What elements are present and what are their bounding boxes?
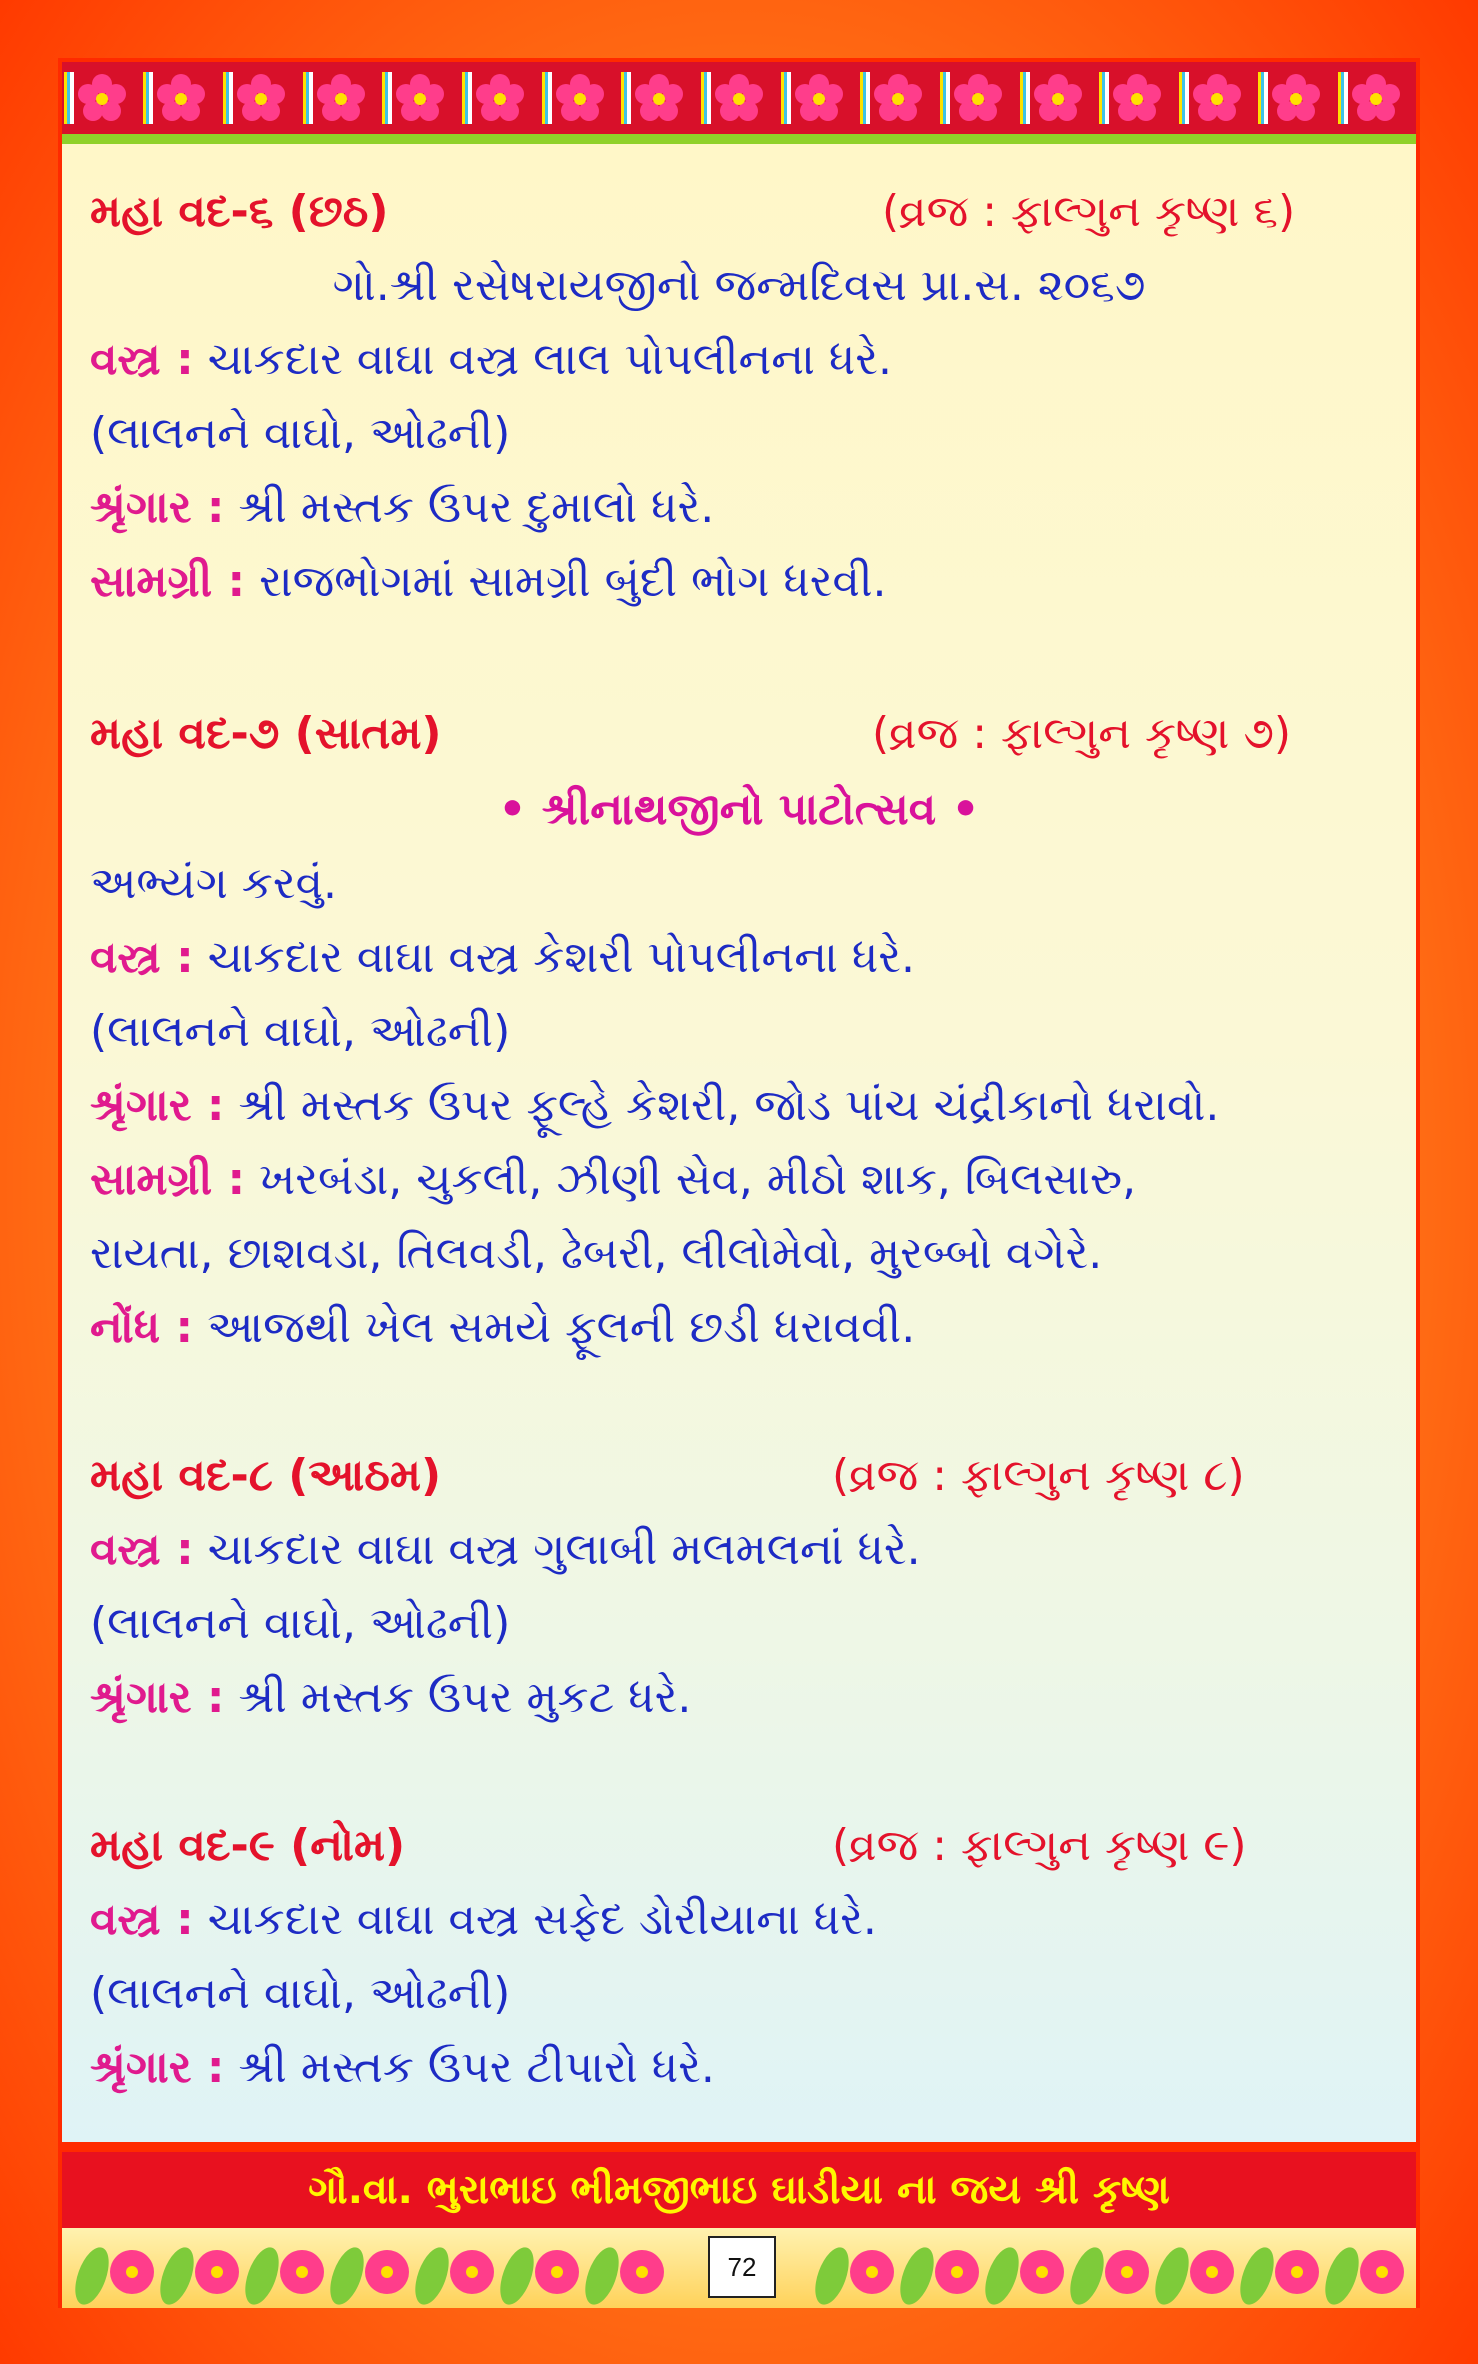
flower-icon [311, 68, 371, 128]
vastra-label: વસ્ત્ર : [90, 334, 194, 385]
top-flower-border [62, 62, 1416, 144]
shringar-line [90, 478, 714, 538]
vastra-text: ચાકદાર વાઘા વસ્ત્ર લાલ પોપલીનના ધરે. [207, 334, 892, 385]
shringar-text: શ્રી મસ્તક ઉપર દુમાલો ધરે. [238, 482, 715, 533]
flower-icon [1187, 68, 1247, 128]
samagri-text: રાજભોગમાં સામગ્રી બુંદી ભોગ ધરવી. [259, 556, 887, 607]
flower-icon [629, 68, 689, 128]
flower-icon [72, 68, 132, 128]
flower-icon [1266, 68, 1326, 128]
vastra-line [90, 928, 915, 988]
samagri-line [90, 1150, 1136, 1210]
section-heading: મહા વદ-૮ (આઠમ) [90, 1450, 442, 1501]
flower-icon [390, 68, 450, 128]
flower-icon [868, 68, 928, 128]
shringar-label: શ્રૃંગાર : [90, 1672, 225, 1723]
vastra-label: વસ્ત્ર : [90, 932, 194, 983]
vastra-label: વસ્ત્ર : [90, 1524, 194, 1575]
flower-icon [1028, 68, 1088, 128]
shringar-label: શ્રૃંગાર : [90, 482, 225, 533]
page-number: 72 [708, 2236, 776, 2298]
shringar-label: શ્રૃંગાર : [90, 1080, 225, 1131]
samagri-line-2: રાયતા, છાશવડા, તિલવડી, ઢેબરી, લીલોમેવો, મુરબ્બો વગેરે. [90, 1228, 1103, 1279]
samagri-line [90, 552, 887, 612]
vastra-text: ચાકદાર વાઘા વસ્ત્ર ગુલાબી મલમલનાં ધરે. [207, 1524, 921, 1575]
vraj-date: (વ્રજ : ફાલ્ગુન કૃષ્ણ ૮) [832, 1450, 1245, 1501]
flower-icon [948, 68, 1008, 128]
vastra-line [90, 330, 892, 390]
shringar-text: શ્રી મસ્તક ઉપર ફૂલ્હે કેશરી, જોડ પાંચ ચંદ્રીકાનો ધરાવો. [238, 1080, 1220, 1131]
nondh-text: આજથી ખેલ સમયે ફૂલની છડી ધરાવવી. [207, 1302, 916, 1353]
vastra-text: ચાકદાર વાઘા વસ્ત્ર સફેદ ડોરીયાના ધરે. [207, 1894, 877, 1945]
vastra-line [90, 1520, 921, 1580]
lalan-line: (લાલનને વાઘો, ઓઢની) [90, 1968, 511, 2019]
section-subtitle: • શ્રીનાથજીનો પાટોત્સવ • [498, 784, 980, 835]
vastra-text: ચાકદાર વાઘા વસ્ત્ર કેશરી પોપલીનના ધરે. [207, 932, 915, 983]
flower-icon [231, 68, 291, 128]
flower-icon [789, 68, 849, 128]
vastra-label: વસ્ત્ર : [90, 1894, 194, 1945]
samagri-label: સામગ્રી : [90, 556, 246, 607]
flower-icon [550, 68, 610, 128]
section-heading: મહા વદ-૭ (સાતમ) [90, 708, 442, 759]
footer-banner [62, 2152, 1416, 2228]
nondh-line [90, 1298, 915, 1358]
footer-text: ગૌ.વા. ભુરાભાઇ ભીમજીભાઇ ઘાડીયા ના જય શ્રી કૃષ્ણ [308, 2167, 1170, 2213]
shringar-label: શ્રૃંગાર : [90, 2042, 225, 2093]
flower-icon [1107, 68, 1167, 128]
flower-icon [709, 68, 769, 128]
samagri-label: સામગ્રી : [90, 1154, 246, 1205]
samagri-text: ખરબંડા, ચુકલી, ઝીણી સેવ, મીઠો શાક, બિલસારુ, [259, 1154, 1137, 1205]
shringar-line [90, 1668, 691, 1728]
vraj-date: (વ્રજ : ફાલ્ગુન કૃષ્ણ ૬) [882, 186, 1296, 237]
flower-icon [470, 68, 530, 128]
abhyang-line: અભ્યંગ કરવું. [90, 858, 338, 909]
section-heading: મહા વદ-૯ (નોમ) [90, 1820, 406, 1871]
shringar-text: શ્રી મસ્તક ઉપર મુકટ ધરે. [238, 1672, 692, 1723]
flower-icon [151, 68, 211, 128]
vraj-date: (વ્રજ : ફાલ્ગુન કૃષ્ણ ૯) [832, 1820, 1247, 1871]
flower-icon [1346, 68, 1406, 128]
section-heading: મહા વદ-૬ (છઠ) [90, 186, 389, 237]
nondh-label: નોંધ : [90, 1302, 194, 1353]
section-subtitle: ગો.શ્રી રસેષરાયજીનો જન્મદિવસ પ્રા.સ. ૨૦૬૭ [332, 260, 1146, 311]
lalan-line: (લાલનને વાઘો, ઓઢની) [90, 408, 511, 459]
content-panel [62, 144, 1416, 2142]
vastra-line [90, 1890, 877, 1950]
shringar-line [90, 1076, 1219, 1136]
shringar-text: શ્રી મસ્તક ઉપર ટીપારો ધરે. [238, 2042, 715, 2093]
lalan-line: (લાલનને વાઘો, ઓઢની) [90, 1598, 511, 1649]
lalan-line: (લાલનને વાઘો, ઓઢની) [90, 1006, 511, 1057]
vraj-date: (વ્રજ : ફાલ્ગુન કૃષ્ણ ૭) [872, 708, 1292, 759]
shringar-line [90, 2038, 715, 2098]
